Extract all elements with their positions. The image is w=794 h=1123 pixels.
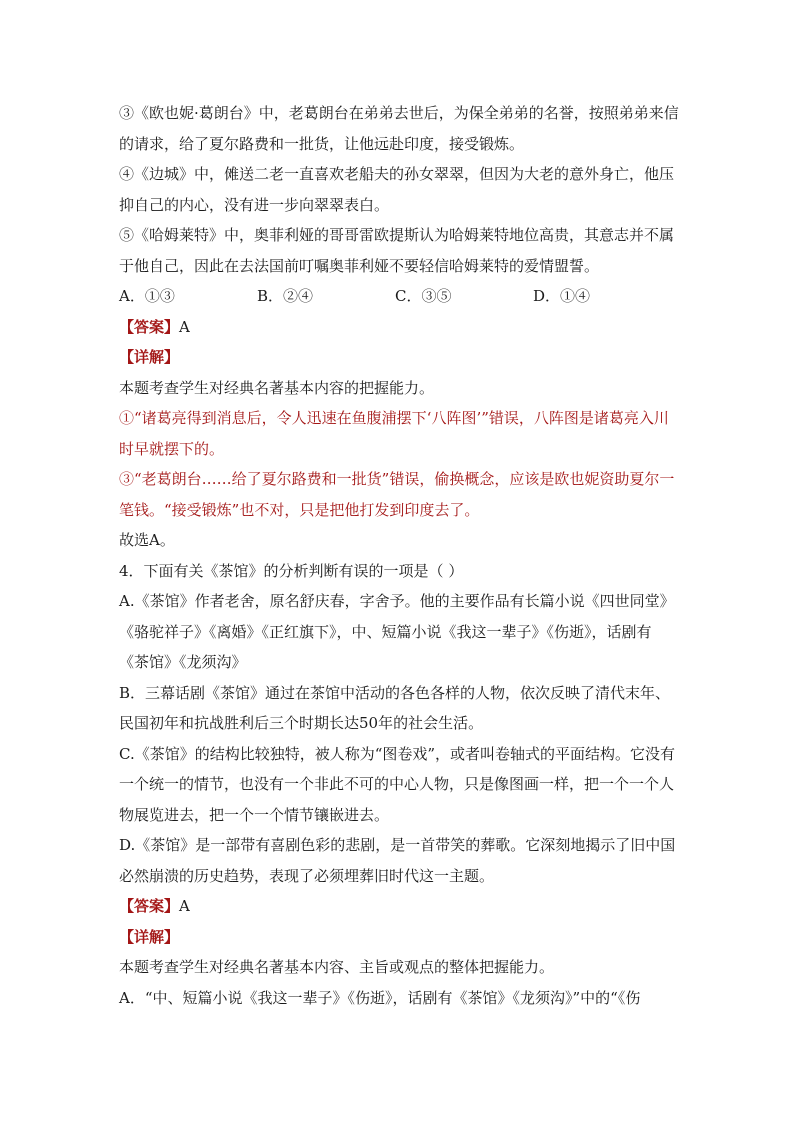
q3-answer-label: 【答案】	[119, 317, 180, 336]
q3-item-3: ③《欧也妮·葛朗台》中，老葛朗台在弟弟去世后，为保全弟弟的名誉，按照弟弟来信的请求，给了夏尔路费和一批货，让他远赴印度，接受锻炼。	[119, 104, 679, 153]
q3-item-4: ④《边城》中，傩送二老一直喜欢老船夫的孙女翠翠，但因为大老的意外身亡，他压抑自己的内心，没有进一步向翠翠表白。	[119, 165, 675, 214]
q4-option-c: C.《茶馆》的结构比较独特，被人称为“图卷戏”，或者叫卷轴式的平面结构。它没有一个统一的情节，也没有一个非此不可的中心人物，只是像图画一样，把一个一个人物展览进去，把一个一个情节镶嵌进去。	[119, 744, 676, 824]
q4-option-d: D.《茶馆》是一部带有喜剧色彩的悲剧，是一首带笑的葬歌。它深刻地揭示了旧中国必然崩溃的历史趋势，表现了必须埋葬旧时代这一主题。	[119, 836, 676, 885]
q4-detail-a: A．“中、短篇小说《我这一辈子》《伤逝》，话剧有《茶馆》《龙须沟》”中的“《伤	[119, 988, 641, 1007]
q3-detail-intro: 本题考查学生对经典名著基本内容的把握能力。	[119, 378, 435, 397]
document-body	[119, 98, 679, 1013]
q3-option-c: C．③⑤	[395, 287, 452, 305]
q3-option-a: A．①③	[119, 287, 175, 305]
q3-item-5: ⑤《哈姆莱特》中，奥菲利娅的哥哥雷欧提斯认为哈姆莱特地位高贵，其意志并不属于他自己，因此在去法国前叮嘱奥菲利娅不要轻信哈姆莱特的爱情盟誓。	[119, 226, 675, 275]
q3-answer-value: A	[179, 317, 190, 336]
q4-stem: 4．下面有关《茶馆》的分析判断有误的一项是（ ）	[119, 561, 464, 580]
q3-conclusion: 故选A。	[119, 531, 175, 549]
q4-detail-label: 【详解】	[119, 927, 180, 946]
q3-answer	[119, 312, 679, 343]
q4-answer-label: 【答案】	[119, 897, 180, 915]
q3-detail-1: ①“诸葛亮得到消息后，令人迅速在鱼腹浦摆下‘八阵图’”错误，八阵图是诸葛亮入川时早就摆下的。	[119, 409, 669, 458]
q3-detail-heading	[119, 342, 679, 373]
q4-detail-intro: 本题考查学生对经典名著基本内容、主旨或观点的整体把握能力。	[119, 958, 555, 976]
q3-detail-label: 【详解】	[119, 348, 180, 366]
q4-option-b: B．三幕话剧《茶馆》通过在茶馆中活动的各色各样的人物，依次反映了清代末年、民国初年和抗战胜利后三个时期长达50年的社会生活。	[119, 683, 671, 732]
q4-option-a: A.《茶馆》作者老舍，原名舒庆春，字舍予。他的主要作品有长篇小说《四世同堂》《骆驼祥子》《离婚》《正红旗下》，中、短篇小说《我这一辈子》《伤逝》，话剧有《茶馆》《龙须沟》	[119, 592, 675, 671]
q4-answer-value: A	[179, 897, 190, 915]
q3-options	[119, 281, 679, 312]
q3-option-b: B．②④	[257, 287, 314, 305]
q4-answer	[119, 891, 679, 922]
q3-option-d: D．①④	[533, 287, 591, 305]
q4-detail-heading	[119, 922, 679, 953]
q3-detail-3: ③“老葛朗台……给了夏尔路费和一批货”错误，偷换概念，应该是欧也妮资助夏尔一笔钱。“接受锻炼”也不对，只是把他打发到印度去了。	[119, 470, 675, 519]
